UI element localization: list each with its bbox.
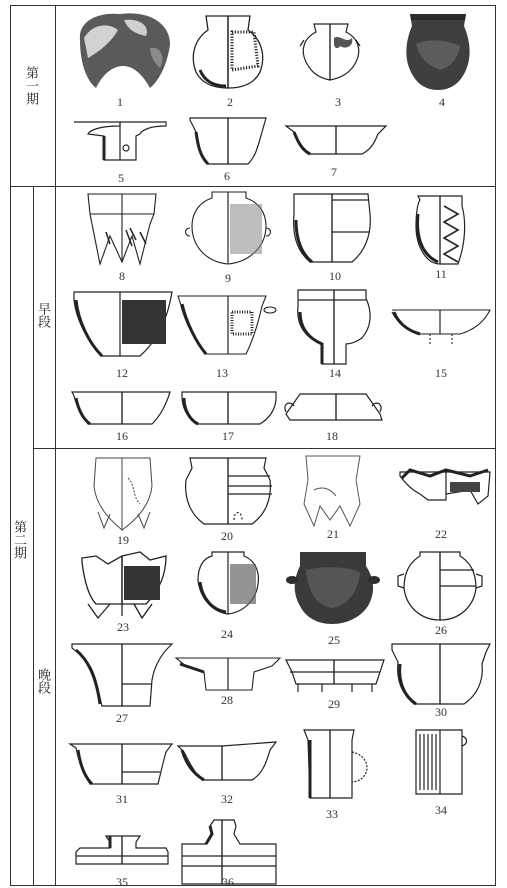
vessel-number-20: 20 — [221, 529, 233, 543]
vessel-29 — [286, 660, 384, 692]
vessel-number-3: 3 — [335, 95, 341, 109]
vessel-number-25: 25 — [328, 633, 340, 647]
vessel-30 — [392, 644, 490, 704]
vessel-number-5: 5 — [118, 171, 124, 185]
vessel-number-4: 4 — [439, 95, 445, 109]
vessel-14 — [298, 290, 370, 364]
vessel-23 — [82, 552, 166, 618]
vessel-number-30: 30 — [435, 705, 447, 719]
vessel-15 — [392, 310, 490, 344]
vessel-6 — [190, 118, 266, 164]
vessel-number-34: 34 — [435, 803, 447, 817]
vessel-number-10: 10 — [329, 269, 341, 283]
period-2-label: 第二期 — [11, 520, 26, 559]
vessel-number-26: 26 — [435, 623, 447, 637]
vessel-3 — [300, 24, 360, 80]
vessel-19 — [94, 458, 152, 530]
vessel-number-21: 21 — [327, 527, 339, 541]
vessel-25 — [286, 552, 380, 624]
vessel-20 — [186, 458, 272, 524]
vessel-number-11: 11 — [435, 267, 447, 281]
vessel-4 — [406, 14, 469, 90]
vessel-number-22: 22 — [435, 527, 447, 541]
vessel-13 — [178, 296, 276, 354]
vessel-17 — [182, 392, 276, 424]
vessel-number-13: 13 — [216, 366, 228, 380]
vessel-7 — [286, 126, 386, 154]
vessel-number-24: 24 — [221, 627, 233, 641]
vessel-number-16: 16 — [116, 429, 128, 443]
vessel-24 — [198, 552, 258, 614]
vessel-number-2: 2 — [227, 95, 233, 109]
vessel-33 — [304, 730, 367, 798]
vessel-number-9: 9 — [225, 271, 231, 285]
vessel-9 — [186, 192, 271, 264]
late-stage-label: 晚段 — [35, 668, 50, 694]
vessel-number-19: 19 — [117, 533, 129, 547]
vessel-31 — [70, 744, 172, 784]
vessel-1 — [80, 13, 170, 88]
vessel-8 — [88, 194, 156, 264]
vessel-22 — [400, 470, 490, 504]
vessel-number-6: 6 — [224, 169, 230, 183]
early-stage-label: 早段 — [35, 302, 50, 328]
vessel-34 — [416, 730, 467, 794]
vessel-27 — [72, 644, 172, 706]
vessel-number-8: 8 — [119, 269, 125, 283]
vessel-number-15: 15 — [435, 366, 447, 380]
vessel-number-12: 12 — [116, 366, 128, 380]
vessel-number-14: 14 — [329, 366, 341, 380]
vessel-18 — [285, 394, 382, 420]
vessel-number-18: 18 — [326, 429, 338, 443]
vessel-2 — [193, 16, 262, 88]
vessel-number-32: 32 — [221, 792, 233, 806]
vessel-number-7: 7 — [331, 165, 337, 179]
vessel-number-17: 17 — [222, 429, 234, 443]
vessel-number-33: 33 — [326, 807, 338, 821]
vessel-number-27: 27 — [116, 711, 128, 725]
vessel-number-29: 29 — [328, 697, 340, 711]
vessel-number-23: 23 — [117, 620, 129, 634]
vessel-12 — [74, 292, 172, 356]
vessel-number-36: 36 — [222, 875, 234, 888]
vessel-26 — [398, 552, 482, 620]
vessel-35 — [76, 836, 168, 864]
vessel-number-35: 35 — [116, 875, 128, 888]
vessel-number-1: 1 — [117, 95, 123, 109]
period-1-label: 第一期 — [23, 66, 38, 105]
vessel-21 — [304, 456, 360, 526]
vessel-number-28: 28 — [221, 693, 233, 707]
vessel-5 — [74, 122, 166, 160]
table-grid — [10, 5, 496, 886]
vessel-10 — [294, 194, 371, 262]
vessel-number-31: 31 — [116, 792, 128, 806]
vessel-32 — [178, 742, 276, 780]
vessel-11 — [416, 196, 465, 264]
vessel-16 — [72, 392, 170, 424]
number-labels — [116, 95, 447, 888]
vessel-28 — [176, 658, 280, 690]
